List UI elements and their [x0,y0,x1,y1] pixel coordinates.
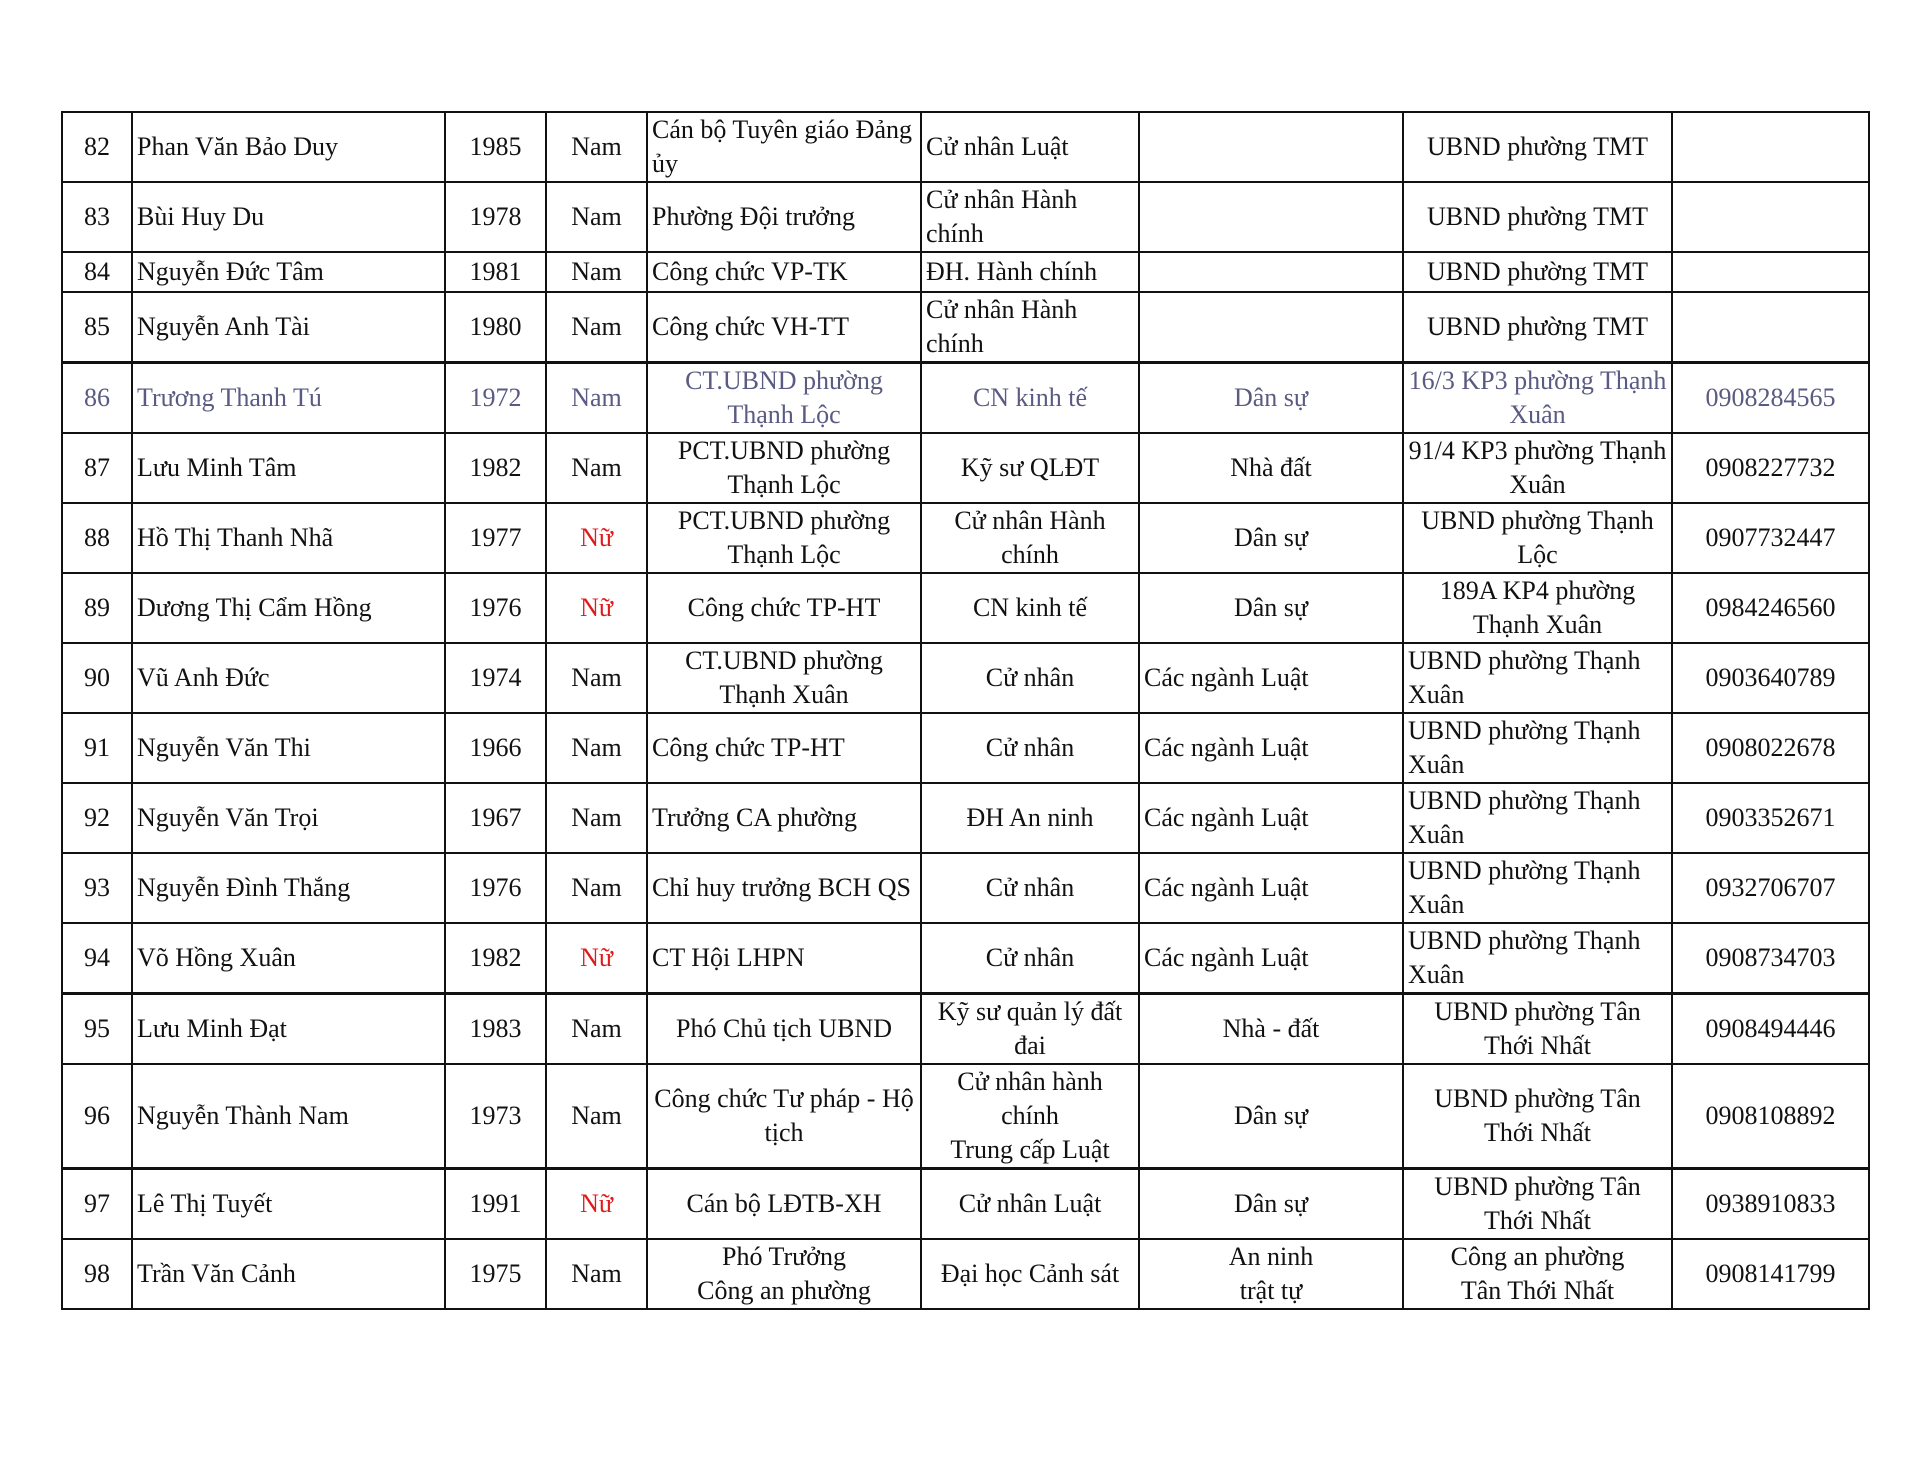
table-row [62,1064,1869,1169]
birth-year: 1977 [445,503,546,573]
position: Cán bộ LĐTB-XH [647,1169,921,1240]
field [1139,182,1403,252]
phone: 0908734703 [1672,923,1869,994]
position: Chỉ huy trưởng BCH QS [647,853,921,923]
full-name: Nguyễn Anh Tài [132,292,445,363]
field: Nhà đất [1139,433,1403,503]
full-name: Nguyễn Thành Nam [132,1064,445,1169]
gender: Nam [546,252,647,292]
position: Công chức VH-TT [647,292,921,363]
row-number: 87 [62,433,132,503]
birth-year: 1981 [445,252,546,292]
workplace: 16/3 KP3 phường Thạnh Xuân [1403,363,1672,434]
field: Dân sự [1139,503,1403,573]
table-row [62,853,1869,923]
workplace: UBND phường TMT [1403,182,1672,252]
degree: Cử nhân Luật [921,112,1139,182]
birth-year: 1978 [445,182,546,252]
row-number: 90 [62,643,132,713]
phone: 0908284565 [1672,363,1869,434]
birth-year: 1975 [445,1239,546,1309]
phone [1672,292,1869,363]
full-name: Dương Thị Cẩm Hồng [132,573,445,643]
table-row [62,252,1869,292]
workplace: UBND phường Thạnh Xuân [1403,713,1672,783]
position: Công chức Tư pháp - Hộ tịch [647,1064,921,1169]
position-line-1: Phó Trưởng [722,1242,846,1271]
row-number: 89 [62,573,132,643]
workplace: UBND phường Tân Thới Nhất [1403,994,1672,1065]
workplace: UBND phường TMT [1403,292,1672,363]
table-row [62,363,1869,434]
position [647,1239,921,1309]
full-name: Lê Thị Tuyết [132,1169,445,1240]
birth-year: 1973 [445,1064,546,1169]
table-row [62,1239,1869,1309]
phone: 0903640789 [1672,643,1869,713]
full-name: Nguyễn Đức Tâm [132,252,445,292]
gender: Nữ [546,503,647,573]
position: Phó Chủ tịch UBND [647,994,921,1065]
workplace: UBND phường TMT [1403,252,1672,292]
full-name: Nguyễn Văn Trọi [132,783,445,853]
field: Dân sự [1139,1064,1403,1169]
birth-year: 1976 [445,573,546,643]
birth-year: 1974 [445,643,546,713]
gender: Nam [546,1239,647,1309]
degree [921,1064,1139,1169]
degree: Cử nhân [921,923,1139,994]
full-name: Nguyễn Văn Thi [132,713,445,783]
position: Công chức VP-TK [647,252,921,292]
full-name: Võ Hồng Xuân [132,923,445,994]
gender: Nam [546,713,647,783]
field-line-1: An ninh [1228,1242,1314,1271]
field: Nhà - đất [1139,994,1403,1065]
field: Dân sự [1139,363,1403,434]
row-number: 83 [62,182,132,252]
degree: CN kinh tế [921,573,1139,643]
document-page [61,111,1868,1310]
position: Công chức TP-HT [647,713,921,783]
field: Các ngành Luật [1139,643,1403,713]
gender: Nam [546,112,647,182]
row-number: 95 [62,994,132,1065]
phone [1672,182,1869,252]
degree: Cử nhân Hành chính [921,182,1139,252]
full-name: Trương Thanh Tú [132,363,445,434]
position: Trưởng CA phường [647,783,921,853]
degree: Cử nhân Luật [921,1169,1139,1240]
row-number: 92 [62,783,132,853]
gender: Nữ [546,923,647,994]
phone: 0932706707 [1672,853,1869,923]
row-number: 96 [62,1064,132,1169]
workplace: UBND phường Thạnh Lộc [1403,503,1672,573]
phone: 0907732447 [1672,503,1869,573]
gender: Nam [546,783,647,853]
workplace: UBND phường Thạnh Xuân [1403,853,1672,923]
phone: 0908494446 [1672,994,1869,1065]
row-number: 98 [62,1239,132,1309]
row-number: 94 [62,923,132,994]
phone [1672,112,1869,182]
degree: Cử nhân [921,853,1139,923]
birth-year: 1991 [445,1169,546,1240]
workplace: 91/4 KP3 phường Thạnh Xuân [1403,433,1672,503]
field [1139,1239,1403,1309]
birth-year: 1967 [445,783,546,853]
position: CT.UBND phường Thạnh Xuân [647,643,921,713]
table-row [62,713,1869,783]
gender: Nam [546,182,647,252]
full-name: Bùi Huy Du [132,182,445,252]
row-number: 88 [62,503,132,573]
workplace [1403,1239,1672,1309]
row-number: 85 [62,292,132,363]
full-name: Nguyễn Đình Thắng [132,853,445,923]
workplace: UBND phường TMT [1403,112,1672,182]
gender: Nam [546,433,647,503]
row-number: 93 [62,853,132,923]
degree: ĐH. Hành chính [921,252,1139,292]
gender: Nam [546,994,647,1065]
full-name: Lưu Minh Đạt [132,994,445,1065]
birth-year: 1982 [445,433,546,503]
degree: Cử nhân Hành chính [921,503,1139,573]
field [1139,292,1403,363]
table-row [62,923,1869,994]
field: Các ngành Luật [1139,783,1403,853]
gender: Nam [546,853,647,923]
field [1139,112,1403,182]
gender: Nữ [546,1169,647,1240]
position: Phường Đội trưởng [647,182,921,252]
full-name: Hồ Thị Thanh Nhã [132,503,445,573]
workplace: UBND phường Tân Thới Nhất [1403,1169,1672,1240]
table-row [62,643,1869,713]
birth-year: 1976 [445,853,546,923]
phone: 0908141799 [1672,1239,1869,1309]
table-row [62,783,1869,853]
workplace: 189A KP4 phường Thạnh Xuân [1403,573,1672,643]
workplace: UBND phường Thạnh Xuân [1403,643,1672,713]
table-row [62,503,1869,573]
full-name: Vũ Anh Đức [132,643,445,713]
phone: 0908022678 [1672,713,1869,783]
degree: CN kinh tế [921,363,1139,434]
position: Công chức TP-HT [647,573,921,643]
table-row [62,182,1869,252]
phone: 0903352671 [1672,783,1869,853]
table-row [62,292,1869,363]
table-row [62,994,1869,1065]
phone: 0908108892 [1672,1064,1869,1169]
table-row [62,573,1869,643]
position: CT.UBND phường Thạnh Lộc [647,363,921,434]
row-number: 84 [62,252,132,292]
staff-table [61,111,1870,1310]
birth-year: 1972 [445,363,546,434]
field-line-2: trật tự [1239,1276,1303,1305]
gender: Nam [546,292,647,363]
degree: ĐH An ninh [921,783,1139,853]
field [1139,252,1403,292]
degree-line-1: Cử nhân hành chính [957,1067,1103,1130]
table-row [62,433,1869,503]
birth-year: 1980 [445,292,546,363]
workplace-line-1: Công an phường [1450,1242,1625,1271]
table-row [62,1169,1869,1240]
row-number: 91 [62,713,132,783]
birth-year: 1985 [445,112,546,182]
field: Các ngành Luật [1139,923,1403,994]
degree: Cử nhân [921,713,1139,783]
birth-year: 1982 [445,923,546,994]
phone: 0938910833 [1672,1169,1869,1240]
full-name: Trần Văn Cảnh [132,1239,445,1309]
workplace: UBND phường Thạnh Xuân [1403,923,1672,994]
field: Dân sự [1139,1169,1403,1240]
gender: Nữ [546,573,647,643]
phone [1672,252,1869,292]
degree: Đại học Cảnh sát [921,1239,1139,1309]
position: PCT.UBND phường Thạnh Lộc [647,503,921,573]
gender: Nam [546,363,647,434]
phone: 0984246560 [1672,573,1869,643]
field: Các ngành Luật [1139,713,1403,783]
row-number: 86 [62,363,132,434]
birth-year: 1966 [445,713,546,783]
position: Cán bộ Tuyên giáo Đảng ủy [647,112,921,182]
row-number: 97 [62,1169,132,1240]
degree: Cử nhân Hành chính [921,292,1139,363]
workplace-line-2: Tân Thới Nhất [1460,1276,1615,1305]
position-line-2: Công an phường [697,1276,871,1305]
degree: Kỹ sư quản lý đất đai [921,994,1139,1065]
field: Dân sự [1139,573,1403,643]
degree-line-2: Trung cấp Luật [950,1135,1110,1164]
gender: Nam [546,643,647,713]
gender: Nam [546,1064,647,1169]
degree: Kỹ sư QLĐT [921,433,1139,503]
full-name: Phan Văn Bảo Duy [132,112,445,182]
position: PCT.UBND phường Thạnh Lộc [647,433,921,503]
position: CT Hội LHPN [647,923,921,994]
full-name: Lưu Minh Tâm [132,433,445,503]
birth-year: 1983 [445,994,546,1065]
phone: 0908227732 [1672,433,1869,503]
row-number: 82 [62,112,132,182]
degree: Cử nhân [921,643,1139,713]
workplace: UBND phường Thạnh Xuân [1403,783,1672,853]
workplace: UBND phường Tân Thới Nhất [1403,1064,1672,1169]
table-row [62,112,1869,182]
field: Các ngành Luật [1139,853,1403,923]
